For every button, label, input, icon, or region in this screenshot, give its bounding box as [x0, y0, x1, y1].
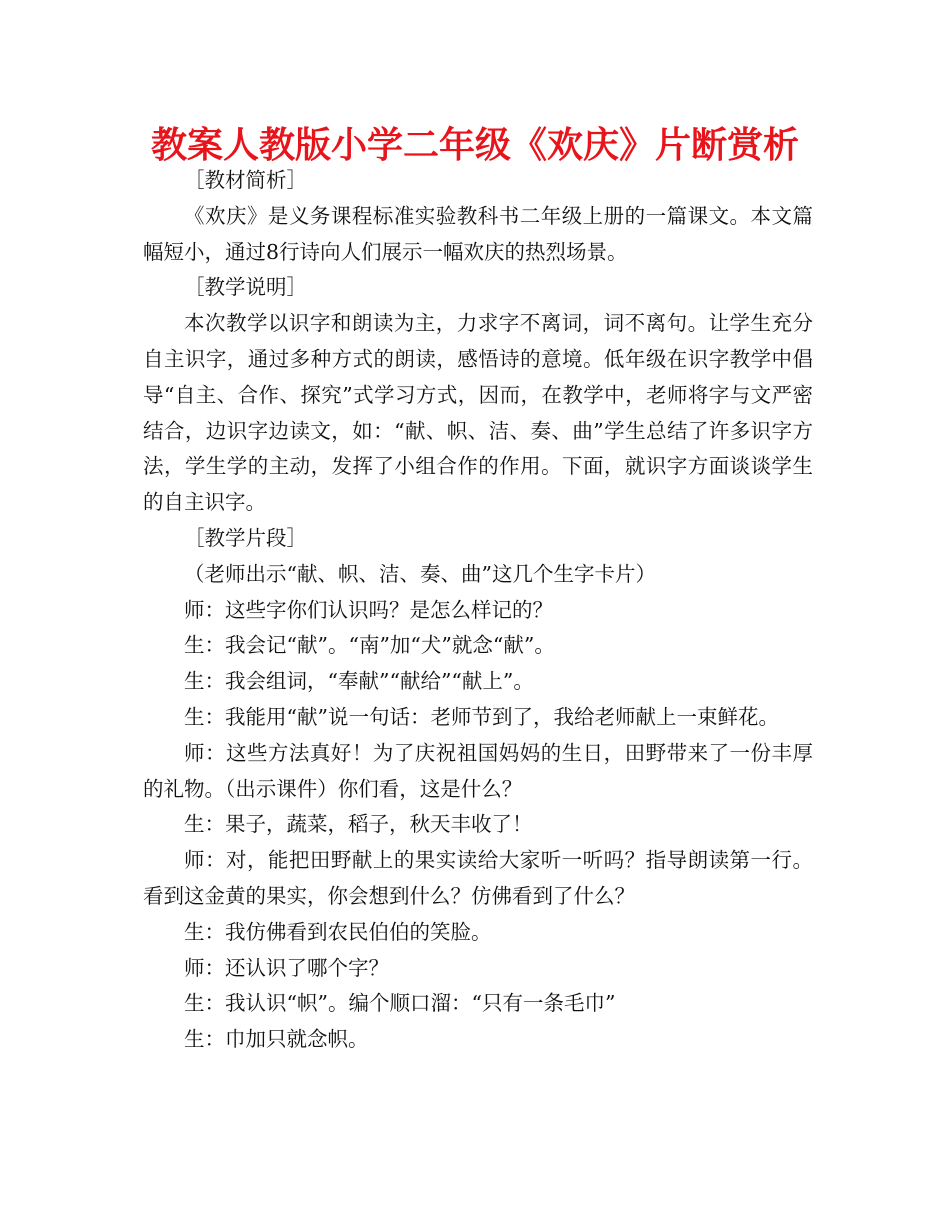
dialogue-line: 师：对，能把田野献上的果实读给大家听一听吗？指导朗读第一行。看到这金黄的果实，你会想到什么？仿佛看到了什么？ [143, 848, 813, 908]
document-body [143, 163, 813, 1058]
section-heading-teaching-excerpt: ［教学片段］ [184, 525, 307, 550]
dialogue-line: 生：果子，蔬菜，稻子，秋天丰收了！ [184, 812, 533, 837]
dialogue-line: 师：这些方法真好！为了庆祝祖国妈妈的生日，田野带来了一份丰厚的礼物。（出示课件）你们看，这是什么？ [143, 740, 813, 801]
dialogue-line: 生：我认识“帜”。编个顺口溜：“只有一条毛巾” [184, 991, 616, 1016]
document-title: 教案人教版小学二年级《欢庆》片断赏析 [150, 125, 799, 166]
dialogue-line: 生：我会组词，“奉献”“献给”“献上”。 [184, 669, 534, 694]
dialogue-line: 生：我能用“献”说一句话：老师节到了，我给老师献上一束鲜花。 [184, 704, 779, 729]
dialogue-line: 师：还认识了哪个字？ [184, 955, 389, 980]
section-heading-textbook-analysis: ［教材简析］ [184, 168, 307, 192]
paragraph: （老师出示“献、帜、洁、奏、曲”这几个生字卡片） [184, 561, 656, 586]
dialogue-line: 生：我会记“献”。“南”加“犬”就念“献”。 [184, 633, 555, 658]
dialogue-line: 生：我仿佛看到农民伯伯的笑脸。 [184, 919, 492, 944]
paragraph: 《欢庆》是义务课程标准实验教科书二年级上册的一篇课文。本文篇幅短小，通过8行诗向人们展示一幅欢庆的热烈场景。 [143, 203, 813, 264]
section-heading-teaching-notes: ［教学说明］ [184, 275, 307, 300]
dialogue-line: 生：巾加只就念帜。 [184, 1027, 369, 1052]
dialogue-line: 师：这些字你们认识吗？是怎么样记的？ [184, 597, 553, 622]
paragraph: 本次教学以识字和朗读为主，力求字不离词，词不离句。让学生充分自主识字，通过多种方式的朗读，感悟诗的意境。低年级在识字教学中倡导“自主、合作、探究”式学习方式，因而，在教学中，老师将字与文严密结合，边识字边读文，如：“献、帜、洁、奏、曲”学生总结了许多识字方法，学生学的主动，发挥了小组合作的作用。下面，就识字方面谈谈学生的自主识字。 [143, 311, 813, 515]
